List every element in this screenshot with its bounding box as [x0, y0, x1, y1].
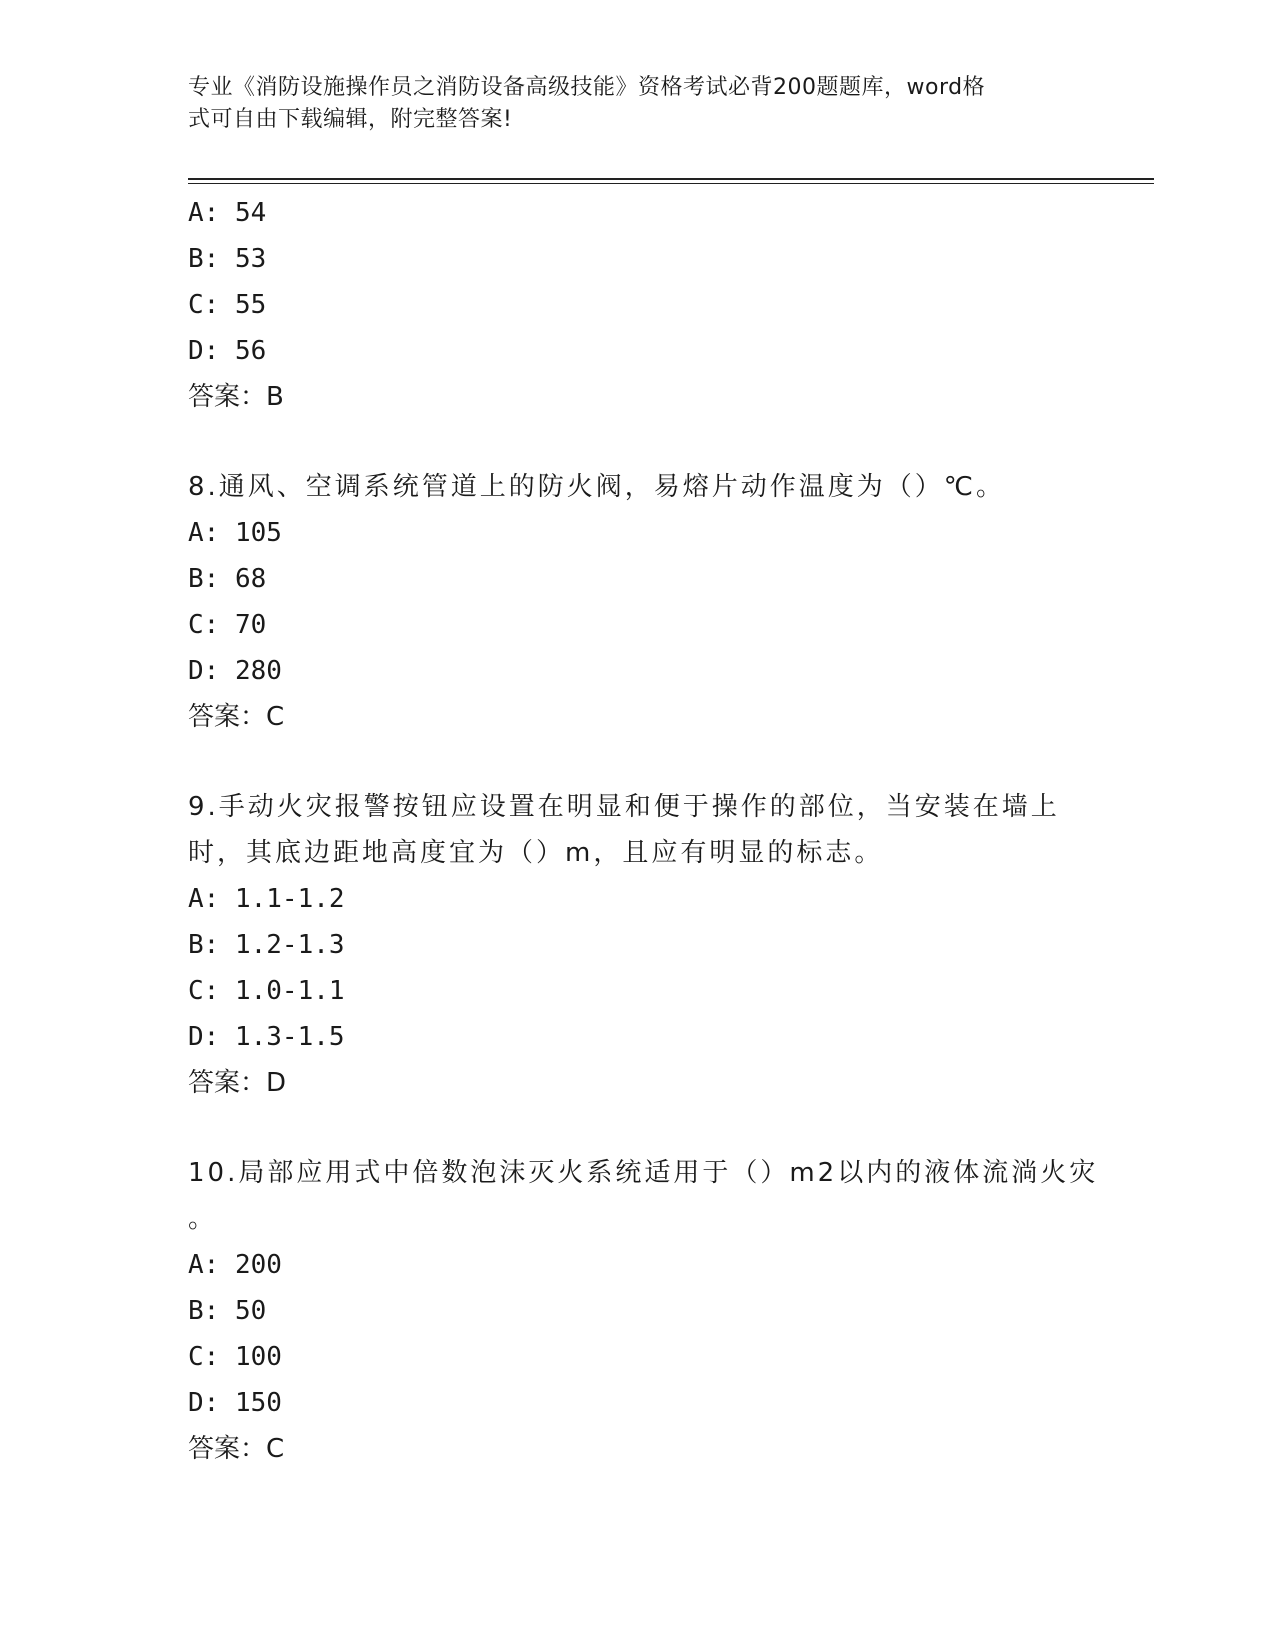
option-c: C: 100: [188, 1342, 282, 1372]
answer-line: 答案：C: [188, 702, 285, 732]
option-d: D: 280: [188, 656, 282, 686]
question-block-9: [188, 784, 1088, 1106]
option-b: B: 1.2-1.3: [188, 930, 345, 960]
header-line-1: 专业《消防设施操作员之消防设备高级技能》资格考试必背200题题库，word格: [188, 75, 986, 100]
option-b: B: 50: [188, 1296, 267, 1326]
option-a: A: 200: [188, 1250, 282, 1280]
question-text-line-2: 。: [188, 1204, 218, 1234]
option-d: D: 1.3-1.5: [188, 1022, 345, 1052]
question-list: [188, 190, 1099, 1472]
question-text-line-2: 时，其底边距地高度宜为（）m，且应有明显的标志。: [188, 838, 884, 868]
option-a: A: 54: [188, 198, 267, 228]
option-c: C: 1.0-1.1: [188, 976, 345, 1006]
answer-line: 答案：D: [188, 1068, 287, 1098]
document-header: [188, 72, 1068, 136]
question-text: 8.通风、空调系统管道上的防火阀，易熔片动作温度为（）℃。: [188, 472, 1006, 502]
option-a: A: 105: [188, 518, 282, 548]
spacer: [188, 1106, 1088, 1150]
question-block-7: [188, 190, 1088, 420]
header-divider-thick: [188, 178, 1154, 180]
question-text-line-1: 9.手动火灾报警按钮应设置在明显和便于操作的部位，当安装在墙上: [188, 792, 1060, 822]
option-b: B: 68: [188, 564, 267, 594]
spacer: [188, 420, 1088, 464]
option-b: B: 53: [188, 244, 267, 274]
answer-line: 答案：B: [188, 382, 284, 412]
question-text-line-1: 10.局部应用式中倍数泡沫灭火系统适用于（）m2以内的液体流淌火灾: [188, 1158, 1099, 1188]
option-d: D: 150: [188, 1388, 282, 1418]
option-d: D: 56: [188, 336, 267, 366]
option-c: C: 70: [188, 610, 267, 640]
spacer: [188, 740, 1088, 784]
question-block-8: [188, 464, 1088, 740]
header-line-2: 式可自由下载编辑，附完整答案!: [188, 107, 513, 132]
question-block-10: [188, 1150, 1099, 1472]
answer-line: 答案：C: [188, 1434, 285, 1464]
header-divider-thin: [188, 183, 1154, 184]
option-a: A: 1.1-1.2: [188, 884, 345, 914]
option-c: C: 55: [188, 290, 267, 320]
